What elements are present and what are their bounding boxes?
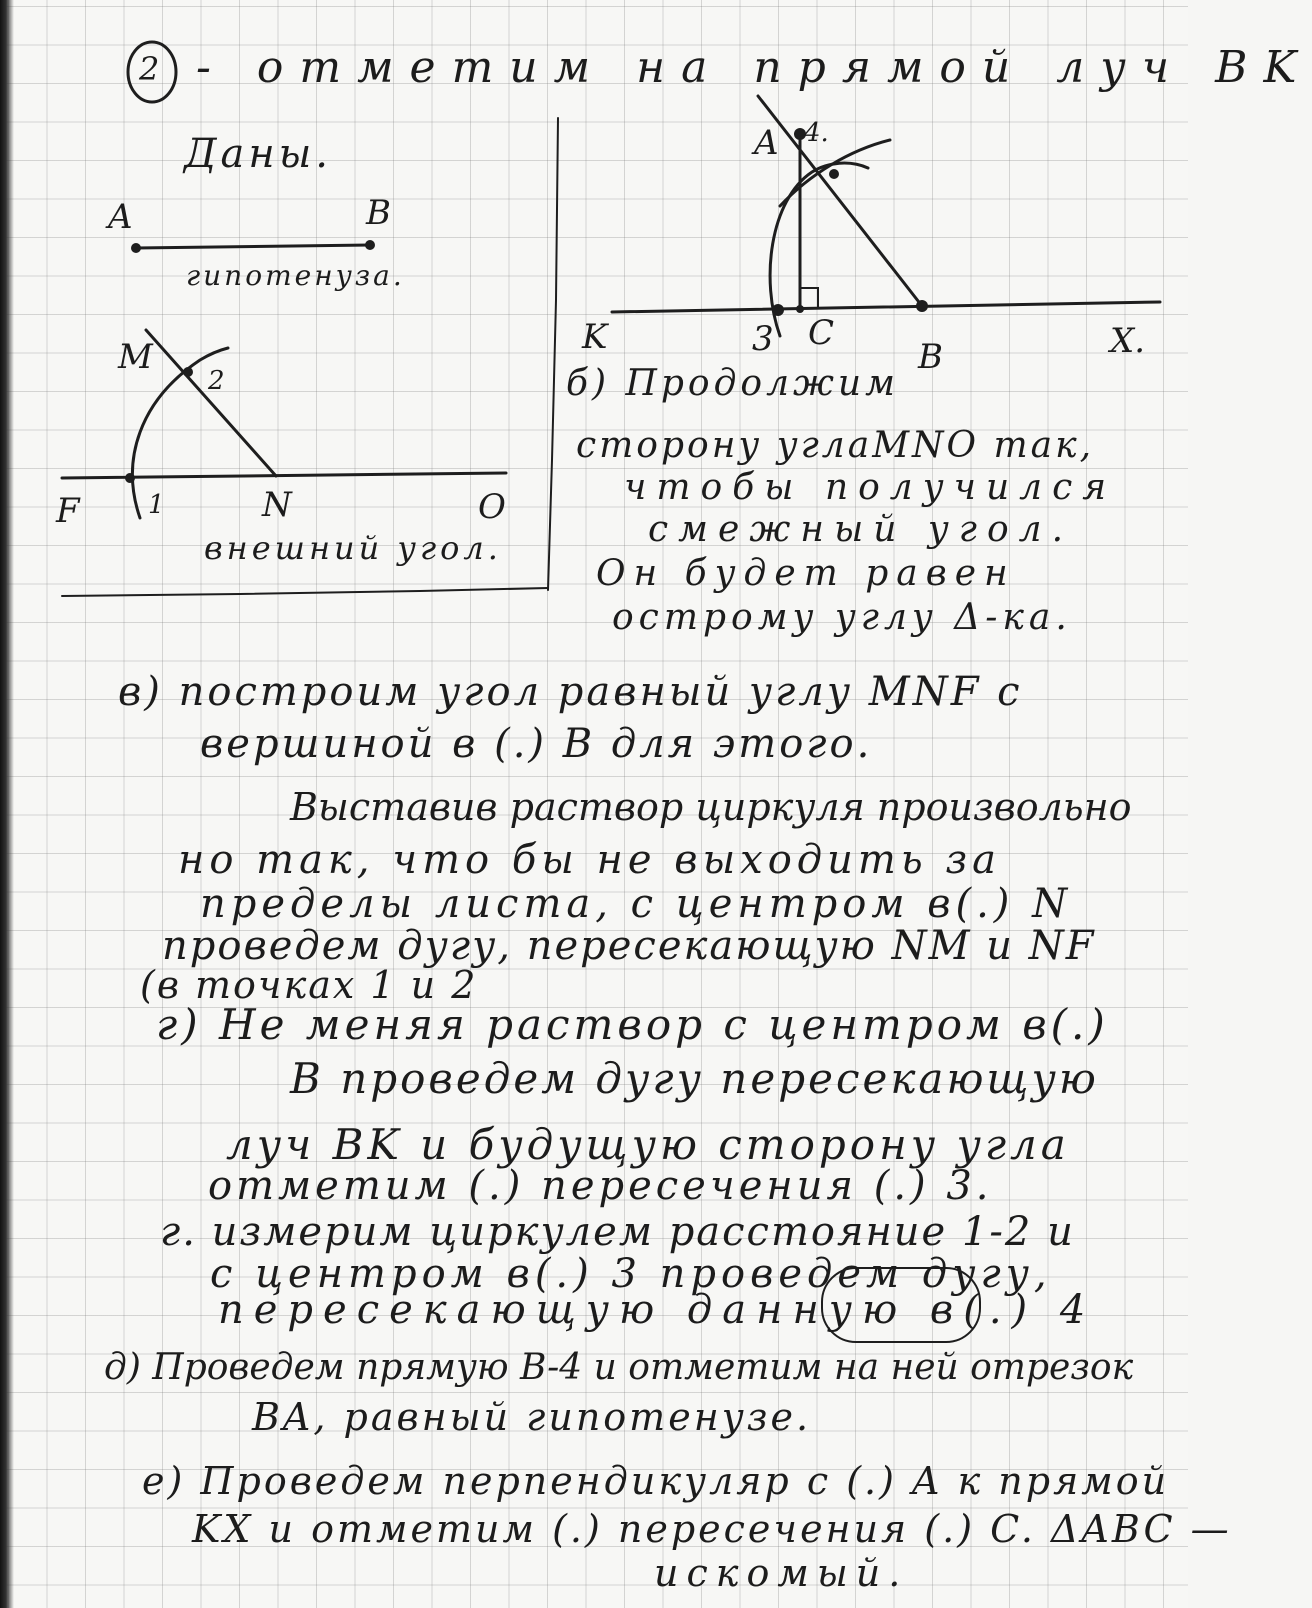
step-g-line-7: пересекающую данную в(.) 4 [218, 1287, 1096, 1333]
external-angle-caption: внешний угол. [204, 529, 502, 567]
point-b-dot [916, 300, 928, 312]
label-1: 1 [148, 490, 165, 520]
side-nm [146, 330, 276, 476]
step-b-line-4: смежный угол. [648, 509, 1074, 550]
label-3: 3 [752, 319, 774, 359]
step-v-line-2: вершиной в (.) B для этого. [200, 721, 873, 767]
step-b-line-1: б) Продолжим [566, 363, 899, 404]
task-header: - отметим на прямой луч BK [196, 42, 1312, 93]
line-b4 [758, 96, 922, 306]
label-n: N [262, 485, 292, 525]
step-g-line-1: г) Не меняя раствор с центром в(.) [156, 1000, 1109, 1049]
point-a-dot [131, 243, 141, 253]
step-b-line-5: Он будет равен [596, 553, 1016, 594]
label-4: 4. [804, 118, 829, 148]
step-v-line-5: пределы листа, с центром в(.) N [200, 881, 1073, 927]
point-1-dot [125, 473, 135, 483]
step-e-line-3: искомый. [654, 1551, 909, 1595]
frame-right-line [548, 118, 558, 590]
step-g-line-6: с центром в(.) 3 проведем дугу, [210, 1251, 1052, 1297]
ray-kx [612, 302, 1160, 312]
point-4-dot [829, 169, 839, 179]
step-v-line-3: Выставив раствор циркуля произвольно [290, 785, 1132, 829]
right-angle-mark [800, 288, 818, 308]
label-k: K [582, 317, 608, 357]
step-g-line-5: г. измерим циркулем расстояние 1-2 и [160, 1209, 1075, 1255]
task-number: 2 [139, 50, 164, 88]
hypotenuse-caption: гипотенуза. [186, 259, 405, 292]
point-3-dot [772, 304, 784, 316]
step-e-line-2: KX и отметим (.) пересечения (.) C. ΔABC — [192, 1507, 1232, 1551]
step-v-line-7: (в точках 1 и 2 [140, 963, 478, 1007]
label-b-right: B [918, 337, 943, 377]
label-x: X. [1110, 321, 1146, 361]
step-g-line-2: B проведем дугу пересекающую [290, 1054, 1099, 1103]
label-b: B [366, 193, 391, 233]
label-c: C [808, 313, 835, 353]
label-f: F [56, 491, 80, 531]
step-b-line-3: чтобы получился [624, 467, 1117, 508]
label-2: 2 [208, 366, 225, 396]
step-v-line-6: проведем дугу, пересекающую NM и NF [162, 923, 1096, 969]
step-d-line-1: д) Проведем прямую B-4 и отметим на ней отрезок [104, 1347, 1134, 1388]
step-g-line-4: отметим (.) пересечения (.) 3. [208, 1163, 993, 1209]
label-a-top: A [754, 123, 779, 163]
point-2-dot [183, 367, 193, 377]
point-b-dot [365, 240, 375, 250]
hypotenuse-segment [136, 245, 370, 248]
point-c-dot [796, 305, 804, 313]
step-b-line-6: острому углу Δ-ка. [612, 597, 1072, 638]
given-title: Даны. [184, 131, 333, 177]
label-m: M [118, 337, 153, 377]
step-e-line-1: е) Проведем перпендикуляр с (.) A к прямой [142, 1459, 1170, 1503]
step-v-line-4: но так, что бы не выходить за [178, 837, 1001, 883]
step-b-line-2: сторону углаMNO так, [576, 425, 1095, 466]
step-d-line-2: BA, равный гипотенузе. [252, 1395, 812, 1439]
step-g-line-3: луч BK и будущую сторону угла [226, 1120, 1070, 1169]
label-a: A [108, 197, 133, 237]
label-o: O [478, 487, 506, 527]
frame-bottom-line [62, 588, 548, 596]
step-v-line-1: в) построим угол равный углу MNF с [118, 669, 1023, 715]
